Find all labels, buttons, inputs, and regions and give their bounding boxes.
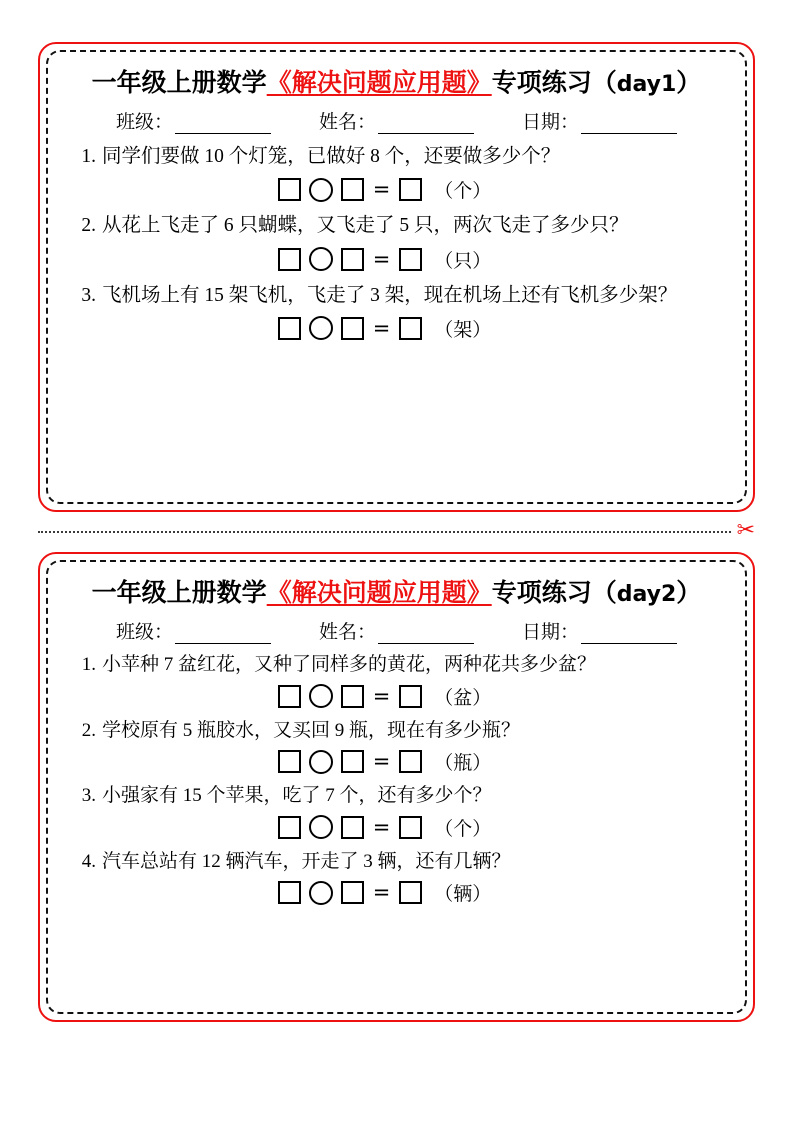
field-name-day1 <box>319 107 474 134</box>
question-body: 学校原有 5 瓶胶水，又买回 9 瓶，现在有多少瓶？ <box>102 719 521 741</box>
question-number: 2. <box>81 215 96 237</box>
answer-circle-operator[interactable] <box>309 178 333 202</box>
equals-sign: = <box>372 880 391 904</box>
title-prefix: 一年级上册数学 <box>91 70 267 97</box>
answer-row <box>66 315 727 342</box>
answer-row <box>66 879 727 906</box>
answer-unit: （个） <box>434 818 492 840</box>
page-title-day1 <box>66 68 727 99</box>
title-end: ） <box>676 70 702 97</box>
answer-box-operand1[interactable] <box>278 248 301 271</box>
title-end: ） <box>676 580 702 607</box>
field-date-day1 <box>522 107 677 134</box>
answer-box-operand1[interactable] <box>278 881 301 904</box>
answer-row <box>66 176 727 203</box>
answer-box-operand1[interactable] <box>278 178 301 201</box>
equals-sign: = <box>372 246 391 271</box>
question-item <box>66 716 727 775</box>
answer-box-result[interactable] <box>399 178 422 201</box>
field-class-label: 班级： <box>115 622 173 644</box>
question-text-row <box>66 209 727 242</box>
equals-sign: = <box>372 683 391 708</box>
field-date-input[interactable] <box>581 117 677 134</box>
answer-box-result[interactable] <box>399 750 422 773</box>
field-class-input[interactable] <box>175 627 271 644</box>
answer-box-result[interactable] <box>399 317 422 340</box>
equals-sign: = <box>372 814 391 839</box>
question-text-row <box>66 650 727 679</box>
answer-circle-operator[interactable] <box>309 881 333 905</box>
equals-sign: = <box>372 749 391 774</box>
field-date-label: 日期： <box>521 622 579 644</box>
field-class-label: 班级： <box>115 112 173 134</box>
field-class-input[interactable] <box>175 117 271 134</box>
answer-circle-operator[interactable] <box>309 815 333 839</box>
equals-sign: = <box>372 315 391 340</box>
student-info-row-day1 <box>92 107 701 134</box>
question-body: 同学们要做 10 个灯笼，已做好 8 个，还要做多少个？ <box>102 146 561 168</box>
question-body: 小强家有 15 个苹果，吃了 7 个，还有多少个？ <box>102 785 492 807</box>
student-info-row-day2 <box>92 617 701 644</box>
answer-box-operand2[interactable] <box>341 317 364 340</box>
question-text-row <box>66 716 727 745</box>
title-day-label: day1 <box>616 72 677 97</box>
question-item <box>66 847 727 906</box>
question-item <box>66 140 727 203</box>
field-name-label: 姓名： <box>318 112 376 134</box>
answer-row <box>66 748 727 775</box>
question-body: 飞机场上有 15 架飞机，飞走了 3 架，现在机场上还有飞机多少架？ <box>102 284 678 306</box>
worksheet-card-day2 <box>38 552 755 1022</box>
answer-unit: （个） <box>434 181 492 203</box>
answer-box-operand1[interactable] <box>278 685 301 708</box>
scissors-icon: ✂ <box>736 518 755 543</box>
answer-circle-operator[interactable] <box>309 316 333 340</box>
field-name-label: 姓名： <box>318 622 376 644</box>
answer-unit: （只） <box>434 250 492 272</box>
answer-box-result[interactable] <box>399 881 422 904</box>
question-text-row <box>66 279 727 312</box>
question-number: 3. <box>81 785 96 807</box>
title-prefix: 一年级上册数学 <box>91 580 267 607</box>
field-date-label: 日期： <box>521 112 579 134</box>
title-suffix: 专项练习（ <box>491 580 617 607</box>
answer-box-operand2[interactable] <box>341 685 364 708</box>
field-name-input[interactable] <box>378 117 474 134</box>
answer-box-operand1[interactable] <box>278 816 301 839</box>
answer-box-operand2[interactable] <box>341 816 364 839</box>
question-number: 2. <box>81 719 96 741</box>
field-name-input[interactable] <box>378 627 474 644</box>
question-body: 从花上飞走了 6 只蝴蝶，又飞走了 5 只，两次飞走了多少只？ <box>102 215 629 237</box>
cut-line <box>38 512 755 552</box>
answer-box-operand2[interactable] <box>341 178 364 201</box>
question-item <box>66 781 727 840</box>
question-number: 1. <box>81 654 96 676</box>
answer-box-operand1[interactable] <box>278 750 301 773</box>
answer-box-operand1[interactable] <box>278 317 301 340</box>
question-item <box>66 650 727 709</box>
answer-box-operand2[interactable] <box>341 881 364 904</box>
answer-box-result[interactable] <box>399 248 422 271</box>
question-list-day2 <box>66 650 727 906</box>
question-number: 3. <box>81 284 96 306</box>
cut-line-dashes <box>38 531 731 533</box>
field-class-day2 <box>116 617 271 644</box>
answer-row <box>66 246 727 273</box>
question-text-row <box>66 781 727 810</box>
worksheet-card-day1 <box>38 42 755 512</box>
equals-sign: = <box>372 177 391 202</box>
answer-box-operand2[interactable] <box>341 750 364 773</box>
question-body: 小苹种 7 盆红花，又种了同样多的黄花，两种花共多少盆？ <box>102 654 597 676</box>
answer-row <box>66 814 727 841</box>
answer-unit: （架） <box>434 319 492 341</box>
answer-unit: （辆） <box>434 884 492 905</box>
title-suffix: 专项练习（ <box>491 70 617 97</box>
question-text-row <box>66 140 727 173</box>
field-name-day2 <box>319 617 474 644</box>
question-number: 4. <box>81 850 96 872</box>
title-topic: 《解决问题应用题》 <box>266 580 492 607</box>
answer-box-result[interactable] <box>399 816 422 839</box>
question-body: 汽车总站有 12 辆汽车，开走了 3 辆，还有几辆？ <box>102 850 511 872</box>
field-date-input[interactable] <box>581 627 677 644</box>
answer-box-result[interactable] <box>399 685 422 708</box>
question-number: 1. <box>81 146 96 168</box>
worksheet-inner-day1 <box>46 50 747 504</box>
page-title-day2 <box>66 578 727 609</box>
question-item <box>66 209 727 272</box>
answer-circle-operator[interactable] <box>309 247 333 271</box>
field-class-day1 <box>116 107 271 134</box>
question-list-day1 <box>66 140 727 341</box>
field-date-day2 <box>522 617 677 644</box>
answer-unit: （瓶） <box>434 753 492 775</box>
answer-box-operand2[interactable] <box>341 248 364 271</box>
question-text-row <box>66 847 727 876</box>
answer-row <box>66 683 727 710</box>
title-topic: 《解决问题应用题》 <box>266 70 492 97</box>
answer-circle-operator[interactable] <box>309 684 333 708</box>
answer-circle-operator[interactable] <box>309 750 333 774</box>
worksheet-inner-day2 <box>46 560 747 1014</box>
question-item <box>66 279 727 342</box>
answer-unit: （盆） <box>434 687 492 709</box>
title-day-label: day2 <box>616 582 677 607</box>
